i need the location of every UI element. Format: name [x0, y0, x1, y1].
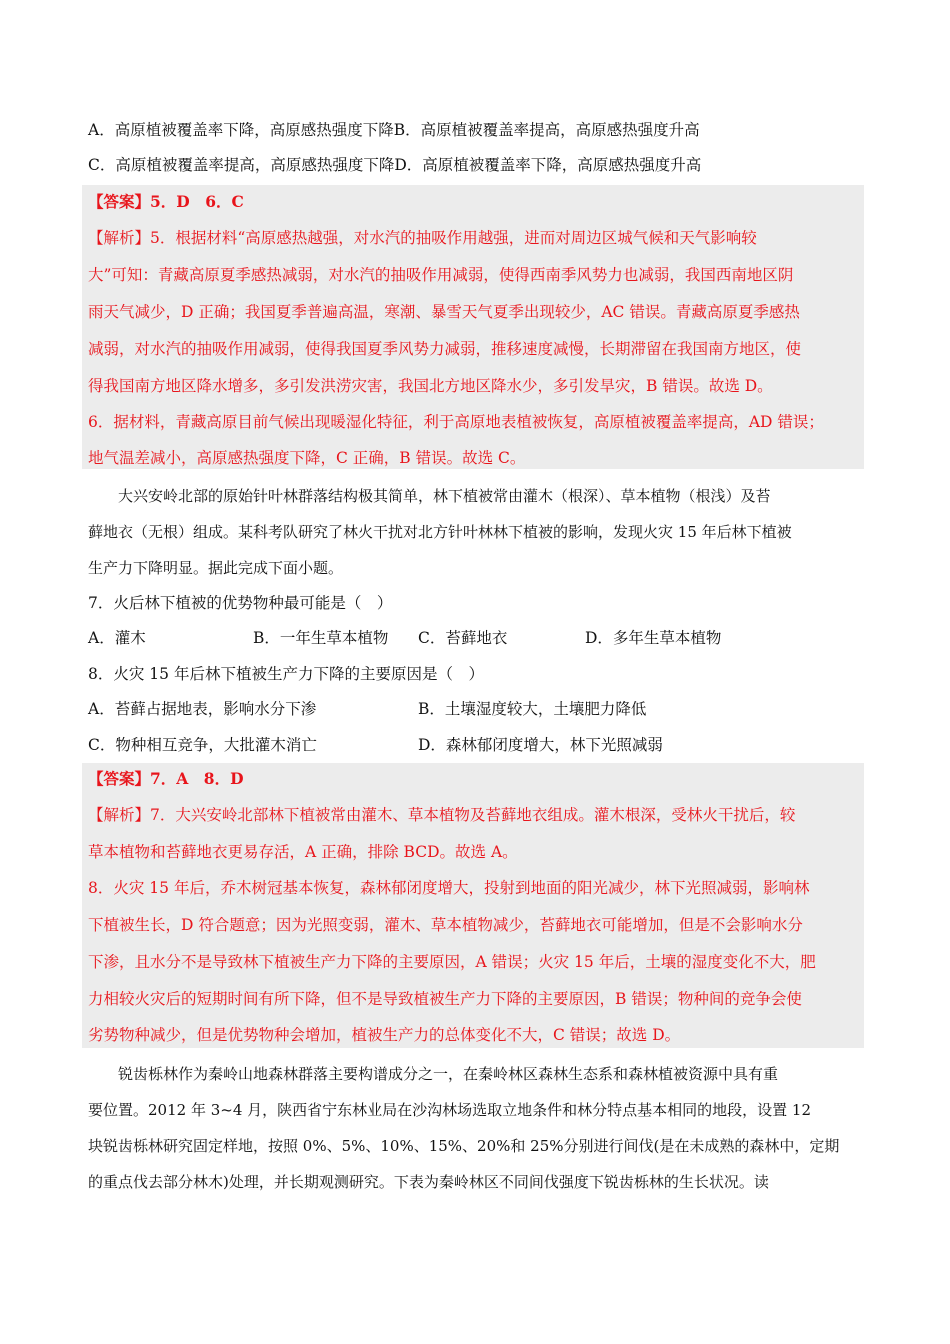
- passage-9-line-2: 要位置。2012 年 3~4 月，陕西省宁东林业局在沙沟林场选取立地条件和林分特点基本相同的地段，设置 12: [88, 1101, 811, 1119]
- answer-5-6: 【答案】5．D 6．C: [88, 192, 244, 211]
- passage-9-line-3: 块锐齿栎林研究固定样地，按照 0%、5%、10%、15%、20%和 25%分别进行间伐(是在未成熟的森林中，定期: [88, 1137, 840, 1155]
- q7-option-c: C．苔藓地衣: [418, 629, 508, 647]
- analysis-8-line-5: 劣势物种减少，但是优势物种会增加，植被生产力的总体变化不大，C 错误；故选 D。: [88, 1026, 681, 1044]
- analysis-7-line-2: 草本植物和苔藓地衣更易存活，A 正确，排除 BCD。故选 A。: [88, 843, 518, 861]
- analysis-5-line-3: 雨天气减少，D 正确；我国夏季普遍高温，寒潮、暴雪天气夏季出现较少，AC 错误。青藏高原夏季感热: [88, 303, 800, 321]
- q7-stem: 7．火后林下植被的优势物种最可能是（ ）: [88, 594, 393, 612]
- analysis-5-line-1: 【解析】5．根据材料“高原感热越强，对水汽的抽吸作用越强，进而对周边区城气候和天气影响较: [88, 229, 757, 247]
- q7-option-b: B．一年生草本植物: [253, 629, 389, 647]
- q8-stem: 8．火灾 15 年后林下植被生产力下降的主要原因是（ ）: [88, 665, 484, 683]
- q8-option-d: D．森林郁闭度增大，林下光照减弱: [418, 736, 663, 754]
- passage-9-line-4: 的重点伐去部分林木)处理，并长期观测研究。下表为秦岭林区不同间伐强度下锐齿栎林的生长状况。读: [88, 1173, 769, 1191]
- analysis-8-line-1: 8．火灾 15 年后，乔木树冠基本恢复，森林郁闭度增大，投射到地面的阳光减少，林下光照减弱，影响林: [88, 879, 810, 897]
- passage-7-8: [88, 478, 864, 586]
- q8-option-a: A．苔藓占据地表，影响水分下渗: [88, 700, 317, 718]
- analysis-5-line-2: 大”可知：青藏高原夏季感热减弱，对水汽的抽吸作用减弱，使得西南季风势力也减弱，我国西南地区阴: [88, 266, 794, 284]
- analysis-8-line-2: 下植被生长，D 符合题意；因为光照变弱，灌木、草本植物减少，苔藓地衣可能增加，但是不会影响水分: [88, 916, 803, 934]
- q4-options-row-2: [88, 153, 701, 175]
- analysis-6-line-1: 6．据材料，青藏高原目前气候出现暖湿化特征，利于高原地表植被恢复，高原植被覆盖率提高，AD 错误；: [88, 413, 824, 431]
- passage-9-line-1: 锐齿栎林作为秦岭山地森林群落主要构谱成分之一，在秦岭林区森林生态系和森林植被资源中具有重: [118, 1065, 779, 1083]
- analysis-5-line-5: 得我国南方地区降水增多，多引发洪涝灾害，我国北方地区降水少，多引发旱灾，B 错误。故选 D。: [88, 377, 773, 395]
- q4-option-a: A．高原植被覆盖率下降，高原感热强度下降: [88, 121, 394, 139]
- q4-option-c: C．高原植被覆盖率提高，高原感热强度下降: [88, 156, 395, 174]
- passage-7-8-line-3: 生产力下降明显。据此完成下面小题。: [88, 559, 344, 577]
- passage-7-8-line-1: 大兴安岭北部的原始针叶林群落结构极其简单，林下植被常由灌木（根深）、草本植物（根浅）及苔: [118, 487, 771, 505]
- q4-option-b: B．高原植被覆盖率提高，高原感热强度升高: [393, 121, 700, 139]
- q4-option-d: D．高原植被覆盖率下降，高原感热强度升高: [394, 156, 702, 174]
- q4-options-row-1: [88, 118, 700, 140]
- analysis-7-line-1: 【解析】7．大兴安岭北部林下植被常由灌木、草本植物及苔藓地衣组成。灌木根深，受林火干扰后，较: [88, 806, 796, 824]
- answer-7-8: 【答案】7．A 8．D: [88, 769, 244, 788]
- q7-option-d: D．多年生草本植物: [585, 629, 722, 647]
- analysis-8-line-4: 力相较火灾后的短期时间有所下降，但不是导致植被生产力下降的主要原因，B 错误；物种间的竞争会使: [88, 990, 802, 1008]
- q7-option-a: A．灌木: [88, 629, 146, 647]
- analysis-6-line-2: 地气温差减小，高原感热强度下降，C 正确，B 错误。故选 C。: [88, 449, 526, 467]
- passage-9: [88, 1056, 864, 1200]
- q8-option-b: B．土壤湿度较大，土壤肥力降低: [418, 700, 647, 718]
- analysis-8-line-3: 下渗，且水分不是导致林下植被生产力下降的主要原因，A 错误；火灾 15 年后，土壤的湿度变化不大，肥: [88, 953, 816, 971]
- analysis-5-line-4: 减弱，对水汽的抽吸作用减弱，使得我国夏季风势力减弱，推移速度减慢，长期滞留在我国南方地区，使: [88, 340, 802, 358]
- passage-7-8-line-2: 藓地衣（无根）组成。某科考队研究了林火干扰对北方针叶林林下植被的影响，发现火灾 15 年后林下植被: [88, 523, 792, 541]
- q8-option-c: C．物种相互竞争，大批灌木消亡: [88, 736, 317, 754]
